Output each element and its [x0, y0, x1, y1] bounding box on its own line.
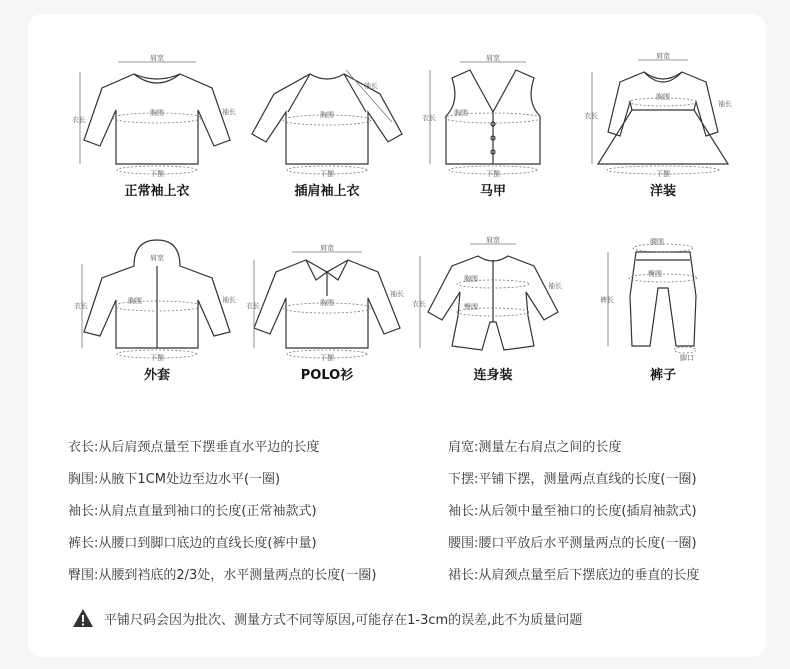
svg-text:衣长: 衣长 [422, 114, 436, 122]
svg-text:裤长: 裤长 [600, 296, 614, 304]
svg-text:衣长: 衣长 [584, 112, 598, 120]
svg-text:胸围: 胸围 [150, 109, 164, 117]
definition-right-5: 裙长:从肩颈点量至后下摆底边的垂直的长度 [448, 568, 700, 583]
disclaimer-note [72, 606, 582, 630]
svg-text:衣长: 衣长 [74, 302, 88, 310]
svg-text:袖长: 袖长 [718, 100, 732, 108]
svg-text:下摆: 下摆 [150, 354, 164, 361]
garment-name: 连身装 [473, 368, 513, 383]
jacket-icon [72, 236, 242, 361]
svg-text:腰围: 腰围 [650, 238, 664, 246]
garment-vest [408, 52, 578, 212]
definition-left-3: 袖长:从肩点直量到袖口的长度(正常袖款式) [68, 504, 317, 519]
garment-name: 插肩袖上衣 [294, 184, 360, 199]
polo-shirt-icon [242, 236, 412, 361]
svg-text:胸围: 胸围 [656, 93, 670, 101]
garment-name: 马甲 [479, 184, 506, 199]
svg-text:胸围: 胸围 [320, 111, 334, 119]
svg-text:肩宽: 肩宽 [150, 54, 164, 62]
svg-text:肩宽: 肩宽 [656, 52, 670, 60]
garment-name: 洋装 [649, 184, 676, 199]
garment-name: 裤子 [649, 368, 676, 383]
garment-pants [578, 236, 748, 396]
definition-right-2: 下摆:平铺下摆，测量两点直线的长度(一圈) [448, 472, 697, 487]
disclaimer-text: 平铺尺码会因为批次、测量方式不同等原因,可能存在1-3cm的误差,此不为质量问题 [104, 612, 583, 628]
definition-right-3: 袖长:从后领中量至袖口的长度(插肩袖款式) [448, 504, 697, 519]
svg-text:袖长: 袖长 [222, 296, 236, 304]
definition-left-5: 臀围:从腰到裆底的2/3处，水平测量两点的长度(一圈) [68, 568, 377, 583]
definition-right-1: 肩宽:测量左右肩点之间的长度 [448, 440, 622, 455]
svg-text:肩宽: 肩宽 [486, 54, 500, 62]
svg-text:下摆: 下摆 [656, 170, 670, 177]
svg-text:胸围: 胸围 [128, 297, 142, 305]
garment-name: POLO衫 [300, 368, 354, 383]
svg-text:胸围: 胸围 [454, 109, 468, 117]
svg-text:肩宽: 肩宽 [320, 244, 334, 252]
garment-dress [578, 52, 748, 212]
garment-name: 外套 [143, 368, 170, 383]
svg-text:衣长: 衣长 [412, 300, 426, 308]
svg-text:袖长: 袖长 [222, 108, 236, 116]
raglan-top-icon [242, 52, 412, 177]
definition-left-4: 裤长:从腰口到脚口底边的直线长度(裤中量) [68, 536, 317, 551]
romper-icon [408, 236, 578, 361]
pants-icon [578, 236, 748, 361]
garment-jacket [72, 236, 242, 396]
svg-text:下摆: 下摆 [320, 354, 334, 361]
dress-icon [578, 52, 748, 177]
svg-text:脚口: 脚口 [680, 354, 694, 361]
definition-left-1: 衣长:从后肩颈点量至下摆垂直水平边的长度 [68, 440, 320, 455]
svg-text:下摆: 下摆 [320, 170, 334, 177]
size-guide-card [28, 14, 766, 657]
garment-raglan-top [242, 52, 412, 212]
vest-icon [408, 52, 578, 177]
definition-left-2: 胸围:从腋下1CM处边至边水平(一圈) [68, 472, 281, 487]
svg-text:下摆: 下摆 [486, 170, 500, 177]
regular-sleeve-top-icon [72, 52, 242, 177]
svg-text:胸围: 胸围 [320, 299, 334, 307]
warning-icon [72, 608, 94, 628]
svg-text:袖长: 袖长 [390, 290, 404, 298]
svg-text:胸围: 胸围 [464, 275, 478, 283]
garment-polo [242, 236, 412, 396]
svg-text:臀围: 臀围 [648, 270, 662, 278]
svg-text:袖长: 袖长 [548, 282, 562, 290]
svg-text:肩宽: 肩宽 [486, 236, 500, 244]
svg-text:臀围: 臀围 [464, 303, 478, 311]
svg-text:肩宽: 肩宽 [150, 254, 164, 262]
svg-text:下摆: 下摆 [150, 170, 164, 177]
definition-right-4: 腰围:腰口平放后水平测量两点的长度(一圈) [448, 536, 697, 551]
svg-text:衣长: 衣长 [72, 116, 86, 124]
svg-text:袖长: 袖长 [364, 82, 378, 90]
svg-text:衣长: 衣长 [246, 302, 260, 310]
garment-romper [408, 236, 578, 396]
garment-regular-sleeve-top [72, 52, 242, 212]
garment-name: 正常袖上衣 [124, 184, 190, 199]
